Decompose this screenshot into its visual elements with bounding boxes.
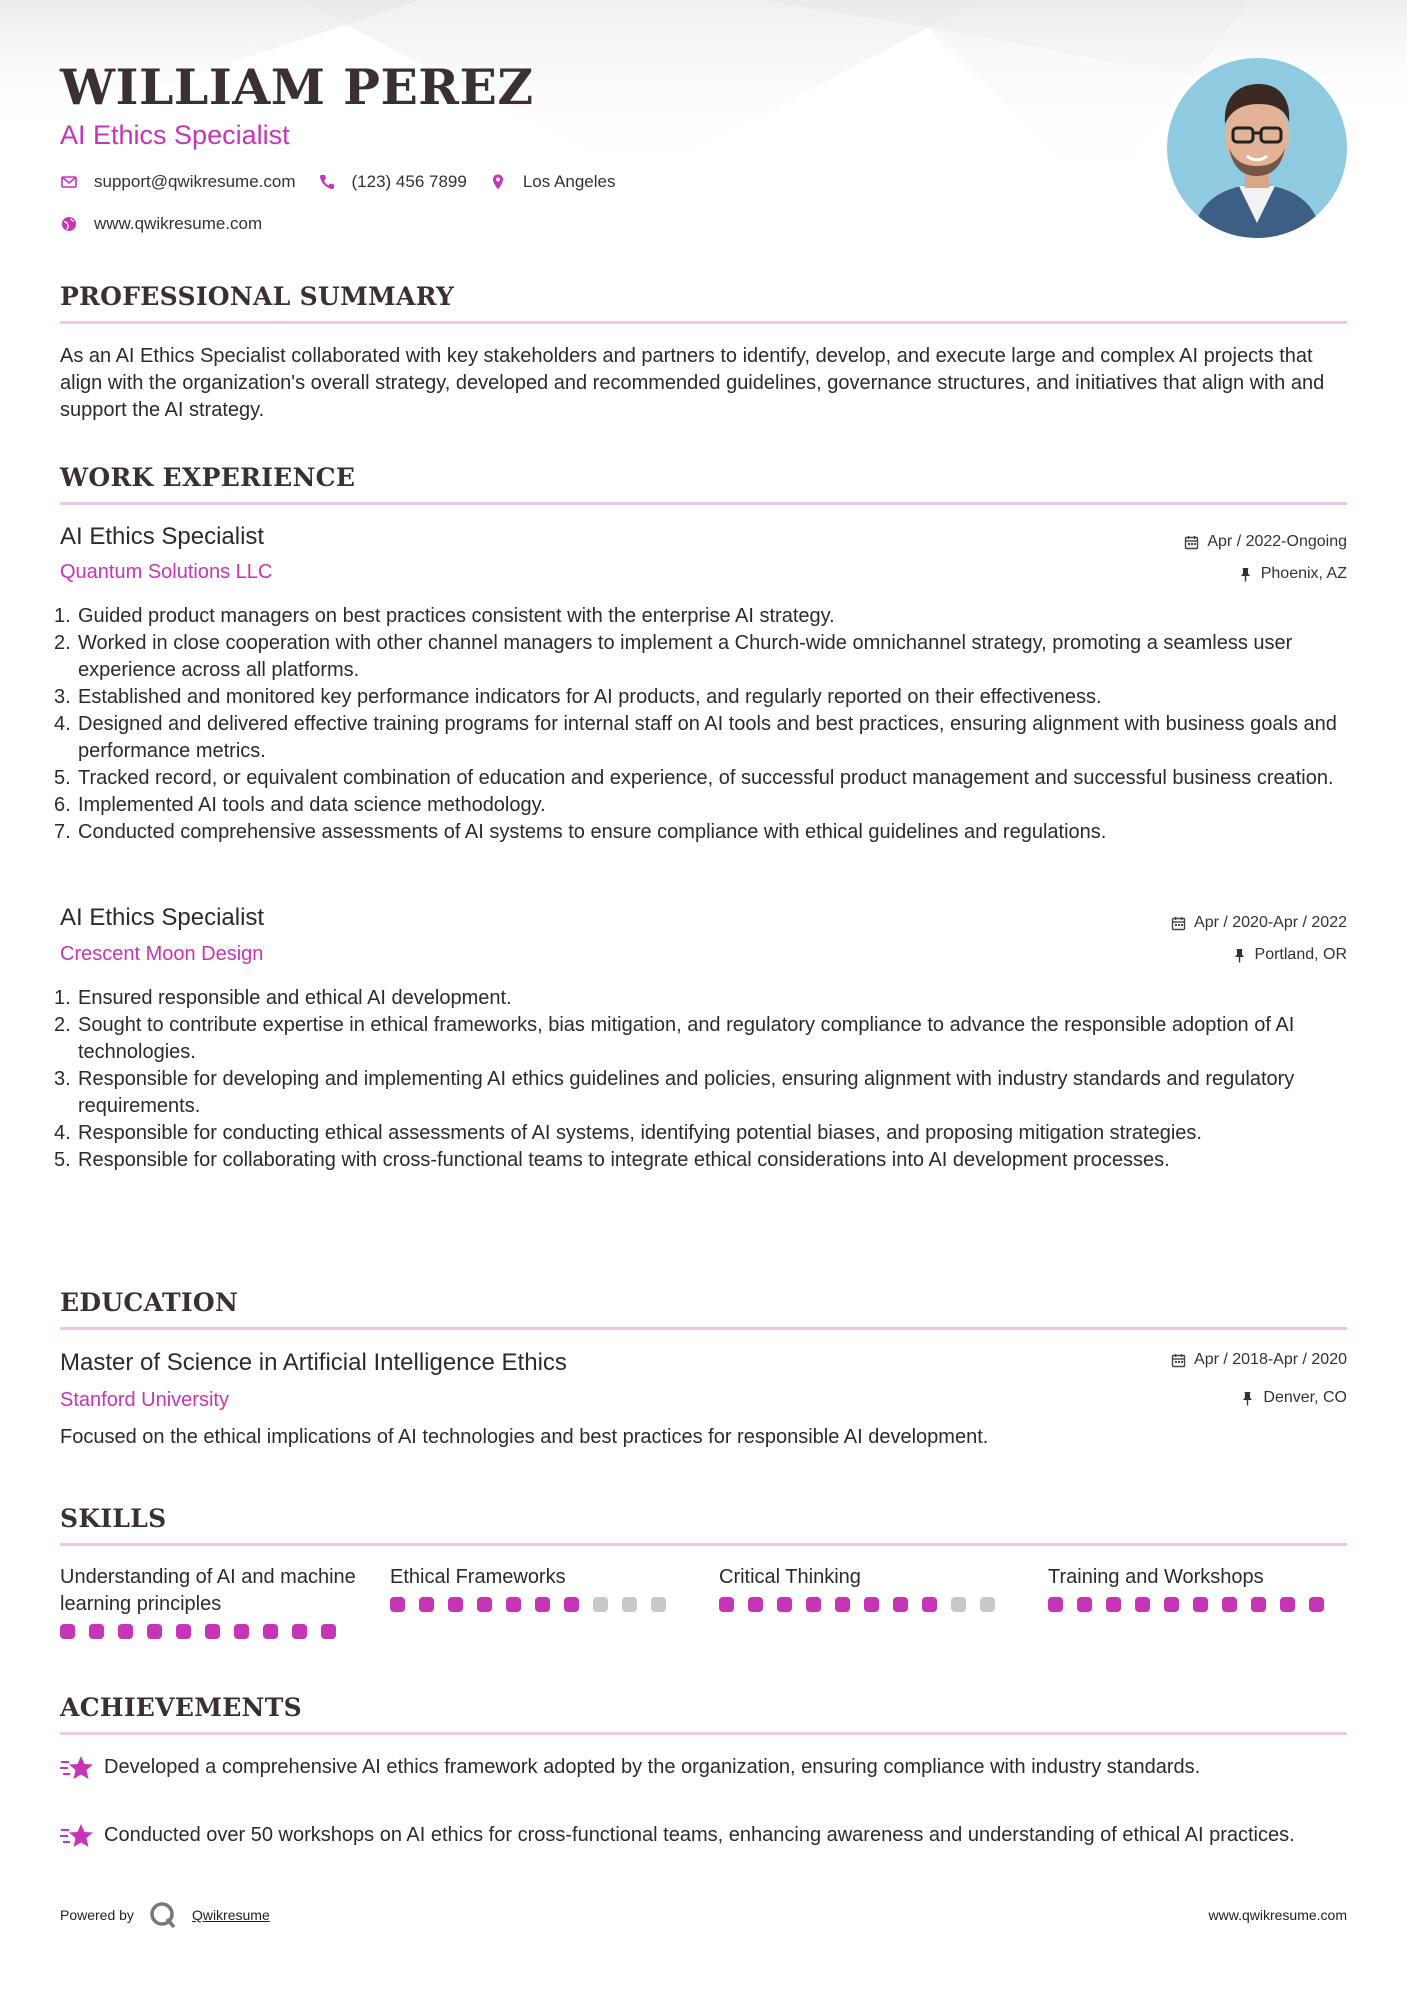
powered-by-label: Powered by [60, 1907, 134, 1923]
list-item: 5. Responsible for collaborating with cross-functional teams to integrate ethical considerations into AI development processes. [54, 1149, 1170, 1171]
calendar-icon [1171, 916, 1186, 931]
job-1-title: AI Ethics Specialist [60, 523, 265, 550]
rating-dot-filled [176, 1624, 191, 1639]
footer-url[interactable]: www.qwikresume.com [1208, 1907, 1347, 1923]
rating-dot-filled [806, 1597, 821, 1612]
skill-rating [390, 1597, 690, 1612]
education-description: Focused on the ethical implications of AI technologies and best practices for responsible AI development. [60, 1426, 989, 1448]
rating-dot-filled [719, 1597, 734, 1612]
list-item: 4. Designed and delivered effective training programs for internal staff on AI tools and best practices, ensuring alignment with business goals and performance metrics. [54, 713, 1337, 762]
contact-row-2 [60, 214, 284, 234]
list-item: 5. Tracked record, or equivalent combination of education and experience, of successful product management and successful business creation. [54, 767, 1334, 789]
job-1-location-text: Phoenix, AZ [1260, 565, 1347, 582]
list-item: 4. Responsible for conducting ethical assessments of AI systems, identifying potential biases, and proposing mitigation strategies. [54, 1122, 1202, 1144]
rating-dot-filled [835, 1597, 850, 1612]
powered-by [60, 1900, 270, 1930]
education-location-text: Denver, CO [1263, 1389, 1347, 1406]
achievements-heading: ACHIEVEMENTS [60, 1693, 302, 1722]
rating-dot-empty [980, 1597, 995, 1612]
star-icon [60, 1754, 94, 1782]
skill-rating [719, 1597, 1019, 1612]
rating-dot-filled [864, 1597, 879, 1612]
rating-dot-filled [477, 1597, 492, 1612]
phone-text: (123) 456 7899 [351, 172, 467, 191]
skill-name: Training and Workshops [1048, 1566, 1264, 1588]
contact-row-1 [60, 172, 637, 192]
contact-phone[interactable] [318, 172, 467, 192]
rating-dot-filled [1048, 1597, 1063, 1612]
brand-link[interactable]: Qwikresume [191, 1907, 270, 1923]
rating-dot-filled [748, 1597, 763, 1612]
star-icon [60, 1822, 94, 1850]
education-location [1240, 1389, 1347, 1407]
job-2-location [1232, 946, 1347, 964]
pushpin-icon [1240, 1391, 1255, 1406]
phone-icon [318, 173, 336, 191]
skill-item [1048, 1564, 1348, 1612]
job-2-date-text: Apr / 2020-Apr / 2022 [1194, 914, 1347, 931]
rating-dot-filled [1193, 1597, 1208, 1612]
achievement-text: Developed a comprehensive AI ethics framework adopted by the organization, ensuring compliance with industry standards. [104, 1756, 1201, 1778]
experience-divider [60, 502, 1347, 505]
achievements-divider [60, 1732, 1347, 1735]
email-text: support@qwikresume.com [94, 172, 296, 191]
rating-dot-filled [1280, 1597, 1295, 1612]
footer [60, 1900, 1347, 1930]
pushpin-icon [1238, 567, 1253, 582]
rating-dot-filled [118, 1624, 133, 1639]
location-text: Los Angeles [522, 172, 616, 191]
list-item: 3. Responsible for developing and implementing AI ethics guidelines and policies, ensuring alignment with industry standards and regulatory requirements. [54, 1068, 1295, 1117]
list-item: 7. Conducted comprehensive assessments of AI systems to ensure compliance with ethical guidelines and regulations. [54, 821, 1107, 843]
profile-photo [1167, 58, 1347, 238]
rating-dot-filled [448, 1597, 463, 1612]
list-item: 1. Guided product managers on best practices consistent with the enterprise AI strategy. [54, 605, 835, 627]
qwikresume-logo-icon [148, 1900, 178, 1930]
rating-dot-filled [1077, 1597, 1092, 1612]
rating-dot-filled [60, 1624, 75, 1639]
rating-dot-filled [564, 1597, 579, 1612]
job-1-bullets [54, 603, 1347, 846]
skill-name: Ethical Frameworks [390, 1566, 566, 1588]
profile-photo-illustration [1167, 58, 1347, 238]
rating-dot-filled [1164, 1597, 1179, 1612]
globe-icon [60, 215, 78, 233]
rating-dot-filled [1222, 1597, 1237, 1612]
job-2-date [1171, 914, 1347, 932]
rating-dot-empty [593, 1597, 608, 1612]
pushpin-icon [1232, 948, 1247, 963]
rating-dot-filled [535, 1597, 550, 1612]
list-item: 1. Ensured responsible and ethical AI development. [54, 987, 512, 1009]
education-heading: EDUCATION [60, 1288, 239, 1317]
rating-dot-filled [1251, 1597, 1266, 1612]
website-text: www.qwikresume.com [94, 214, 263, 233]
rating-dot-filled [147, 1624, 162, 1639]
achievement-item [60, 1754, 1347, 1782]
job-1-date [1184, 533, 1347, 551]
rating-dot-filled [506, 1597, 521, 1612]
skill-name: Understanding of AI and machine learning principles [60, 1566, 356, 1615]
education-degree: Master of Science in Artificial Intelligence Ethics [60, 1349, 567, 1376]
summary-text: As an AI Ethics Specialist collaborated with key stakeholders and partners to identify, develop, and execute large and complex AI projects that align with the organization's overall strategy, developed and recommended guidelines, governance structures, and initiatives that align with and support the AI strategy. [60, 345, 1325, 421]
skill-item [60, 1564, 360, 1639]
list-item: 6. Implemented AI tools and data science methodology. [54, 794, 546, 816]
calendar-icon [1171, 1353, 1186, 1368]
rating-dot-empty [651, 1597, 666, 1612]
experience-heading: WORK EXPERIENCE [60, 463, 356, 492]
list-item: 2. Sought to contribute expertise in ethical frameworks, bias mitigation, and regulatory compliance to advance the responsible adoption of AI technologies. [54, 1014, 1295, 1063]
job-1-date-text: Apr / 2022-Ongoing [1207, 533, 1347, 550]
job-2-bullets [54, 985, 1347, 1174]
education-school: Stanford University [60, 1389, 229, 1411]
job-1-location [1238, 565, 1347, 583]
skill-rating [1048, 1597, 1348, 1612]
job-2-location-text: Portland, OR [1254, 946, 1347, 963]
map-pin-icon [489, 173, 507, 191]
rating-dot-filled [292, 1624, 307, 1639]
rating-dot-filled [1106, 1597, 1121, 1612]
list-item: 2. Worked in close cooperation with other channel managers to implement a Church-wide omnichannel strategy, promoting a seamless user experience across all platforms. [54, 632, 1293, 681]
job-2-company: Crescent Moon Design [60, 943, 264, 965]
rating-dot-filled [321, 1624, 336, 1639]
rating-dot-filled [1135, 1597, 1150, 1612]
rating-dot-filled [234, 1624, 249, 1639]
education-date-text: Apr / 2018-Apr / 2020 [1194, 1351, 1347, 1368]
list-item: 3. Established and monitored key performance indicators for AI products, and regularly reported on their effectiveness. [54, 686, 1102, 708]
education-date [1171, 1351, 1347, 1369]
achievement-text: Conducted over 50 workshops on AI ethics for cross-functional teams, enhancing awareness and understanding of ethical AI practices. [104, 1824, 1295, 1846]
rating-dot-filled [893, 1597, 908, 1612]
contact-website[interactable] [60, 214, 262, 234]
rating-dot-empty [622, 1597, 637, 1612]
education-divider [60, 1327, 1347, 1330]
skills-divider [60, 1543, 1347, 1546]
rating-dot-filled [263, 1624, 278, 1639]
candidate-name: WILLIAM PEREZ [60, 58, 534, 116]
skill-item [719, 1564, 1019, 1612]
contact-location [489, 172, 616, 192]
skill-rating [60, 1624, 360, 1639]
skill-item [390, 1564, 690, 1612]
rating-dot-empty [951, 1597, 966, 1612]
job-1-company: Quantum Solutions LLC [60, 561, 273, 583]
envelope-icon [60, 173, 78, 191]
rating-dot-filled [1309, 1597, 1324, 1612]
rating-dot-filled [922, 1597, 937, 1612]
job-2-title: AI Ethics Specialist [60, 904, 265, 931]
summary-divider [60, 321, 1347, 324]
rating-dot-filled [390, 1597, 405, 1612]
rating-dot-filled [777, 1597, 792, 1612]
rating-dot-filled [205, 1624, 220, 1639]
summary-heading: PROFESSIONAL SUMMARY [60, 282, 455, 311]
rating-dot-filled [419, 1597, 434, 1612]
candidate-role: AI Ethics Specialist [60, 120, 290, 150]
achievement-item [60, 1822, 1347, 1850]
calendar-icon [1184, 535, 1199, 550]
contact-email[interactable] [60, 172, 296, 192]
skills-heading: SKILLS [60, 1504, 167, 1533]
skill-name: Critical Thinking [719, 1566, 861, 1588]
rating-dot-filled [89, 1624, 104, 1639]
